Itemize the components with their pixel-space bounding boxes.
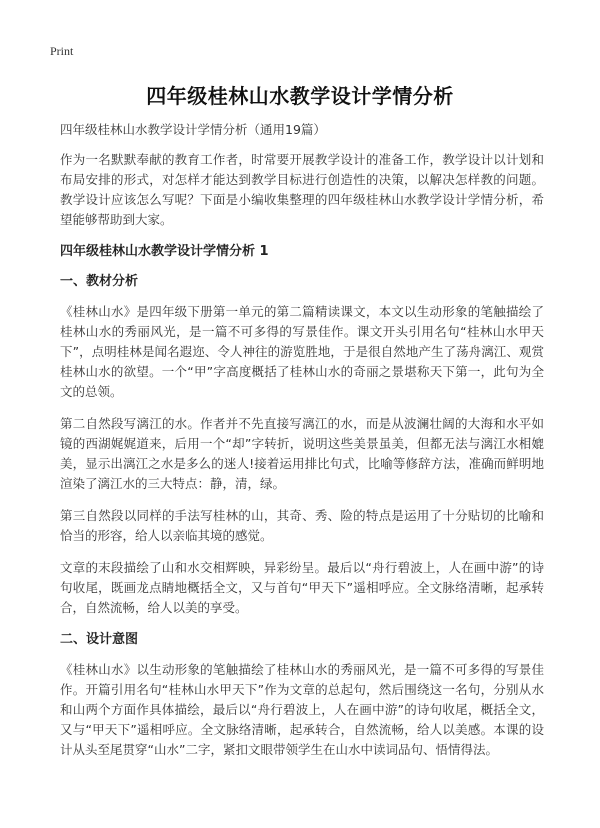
- print-link[interactable]: Print: [50, 44, 74, 58]
- part1-paragraph: 《桂林山水》是四年级下册第一单元的第二篇精读课文，本文以生动形象的笔触描绘了桂林山水的秀丽风光，是一篇不可多得的写景佳作。课文开头引用名句“桂林山水甲天下”，点明桂林是闻名遐迩、令人神往的游览胜地，于是很自然地产生了荡舟漓江、观赏桂林山水的欲望。一个“甲”字高度概括了桂林山水的奇丽之景堪称天下第一，此句为全文的总领。: [60, 304, 544, 399]
- part2-heading: 二、设计意图: [60, 632, 139, 647]
- part2-paragraph: 《桂林山水》以生动形象的笔触描绘了桂林山水的秀丽风光，是一篇不可多得的写景佳作。开篇引用名句“桂林山水甲天下”作为文章的总起句，然后围绕这一名句，分别从水和山两个方面作具体描绘，最后以“舟行碧波上，人在画中游”的诗句收尾，概括全文，又与“甲天下”遥相呼应。全文脉络清晰，起承转合，自然流畅，给人以美感。本课的设计从头至尾贯穿“山水”二字，紧扣文眼带领学生在山水中读词品句、悟情得法。: [60, 662, 544, 757]
- part1-paragraph: 第二自然段写漓江的水。作者并不先直接写漓江的水，而是从波澜壮阔的大海和水平如镜的西湖娓娓道来，后用一个“却”字转折，说明这些美景虽美，但都无法与漓江水相媲美，显示出漓江之水是多么的迷人!接着运用排比句式，比喻等修辞方法，准确而鲜明地渲染了漓江水的三大特点：静，清，绿。: [60, 416, 544, 491]
- intro-paragraph: 作为一名默默奉献的教育工作者，时常要开展教学设计的准备工作，教学设计以计划和布局安排的形式，对怎样才能达到教学目标进行创造性的决策，以解决怎样教的问题。教学设计应该怎么写呢？下面是小编收集整理的四年级桂林山水教学设计学情分析，希望能够帮助到大家。: [60, 152, 544, 227]
- article-body: [60, 120, 544, 772]
- part1-paragraph: 第三自然段以同样的手法写桂林的山，其奇、秀、险的特点是运用了十分贴切的比喻和恰当的形容，给人以亲临其境的感觉。: [60, 508, 544, 543]
- section-title: 四年级桂林山水教学设计学情分析 1: [60, 244, 269, 259]
- article-subtitle: 四年级桂林山水教学设计学情分析（通用19篇）: [60, 122, 326, 137]
- part1-paragraph: 文章的末段描绘了山和水交相辉映，异彩纷呈。最后以“舟行碧波上，人在画中游”的诗句收尾，既画龙点睛地概括全文，又与首句“甲天下”遥相呼应。全文脉络清晰，起承转合，自然流畅，给人以美的享受。: [60, 560, 544, 615]
- part1-heading: 一、教材分析: [60, 274, 139, 289]
- page-title: 四年级桂林山水教学设计学情分析: [146, 84, 454, 108]
